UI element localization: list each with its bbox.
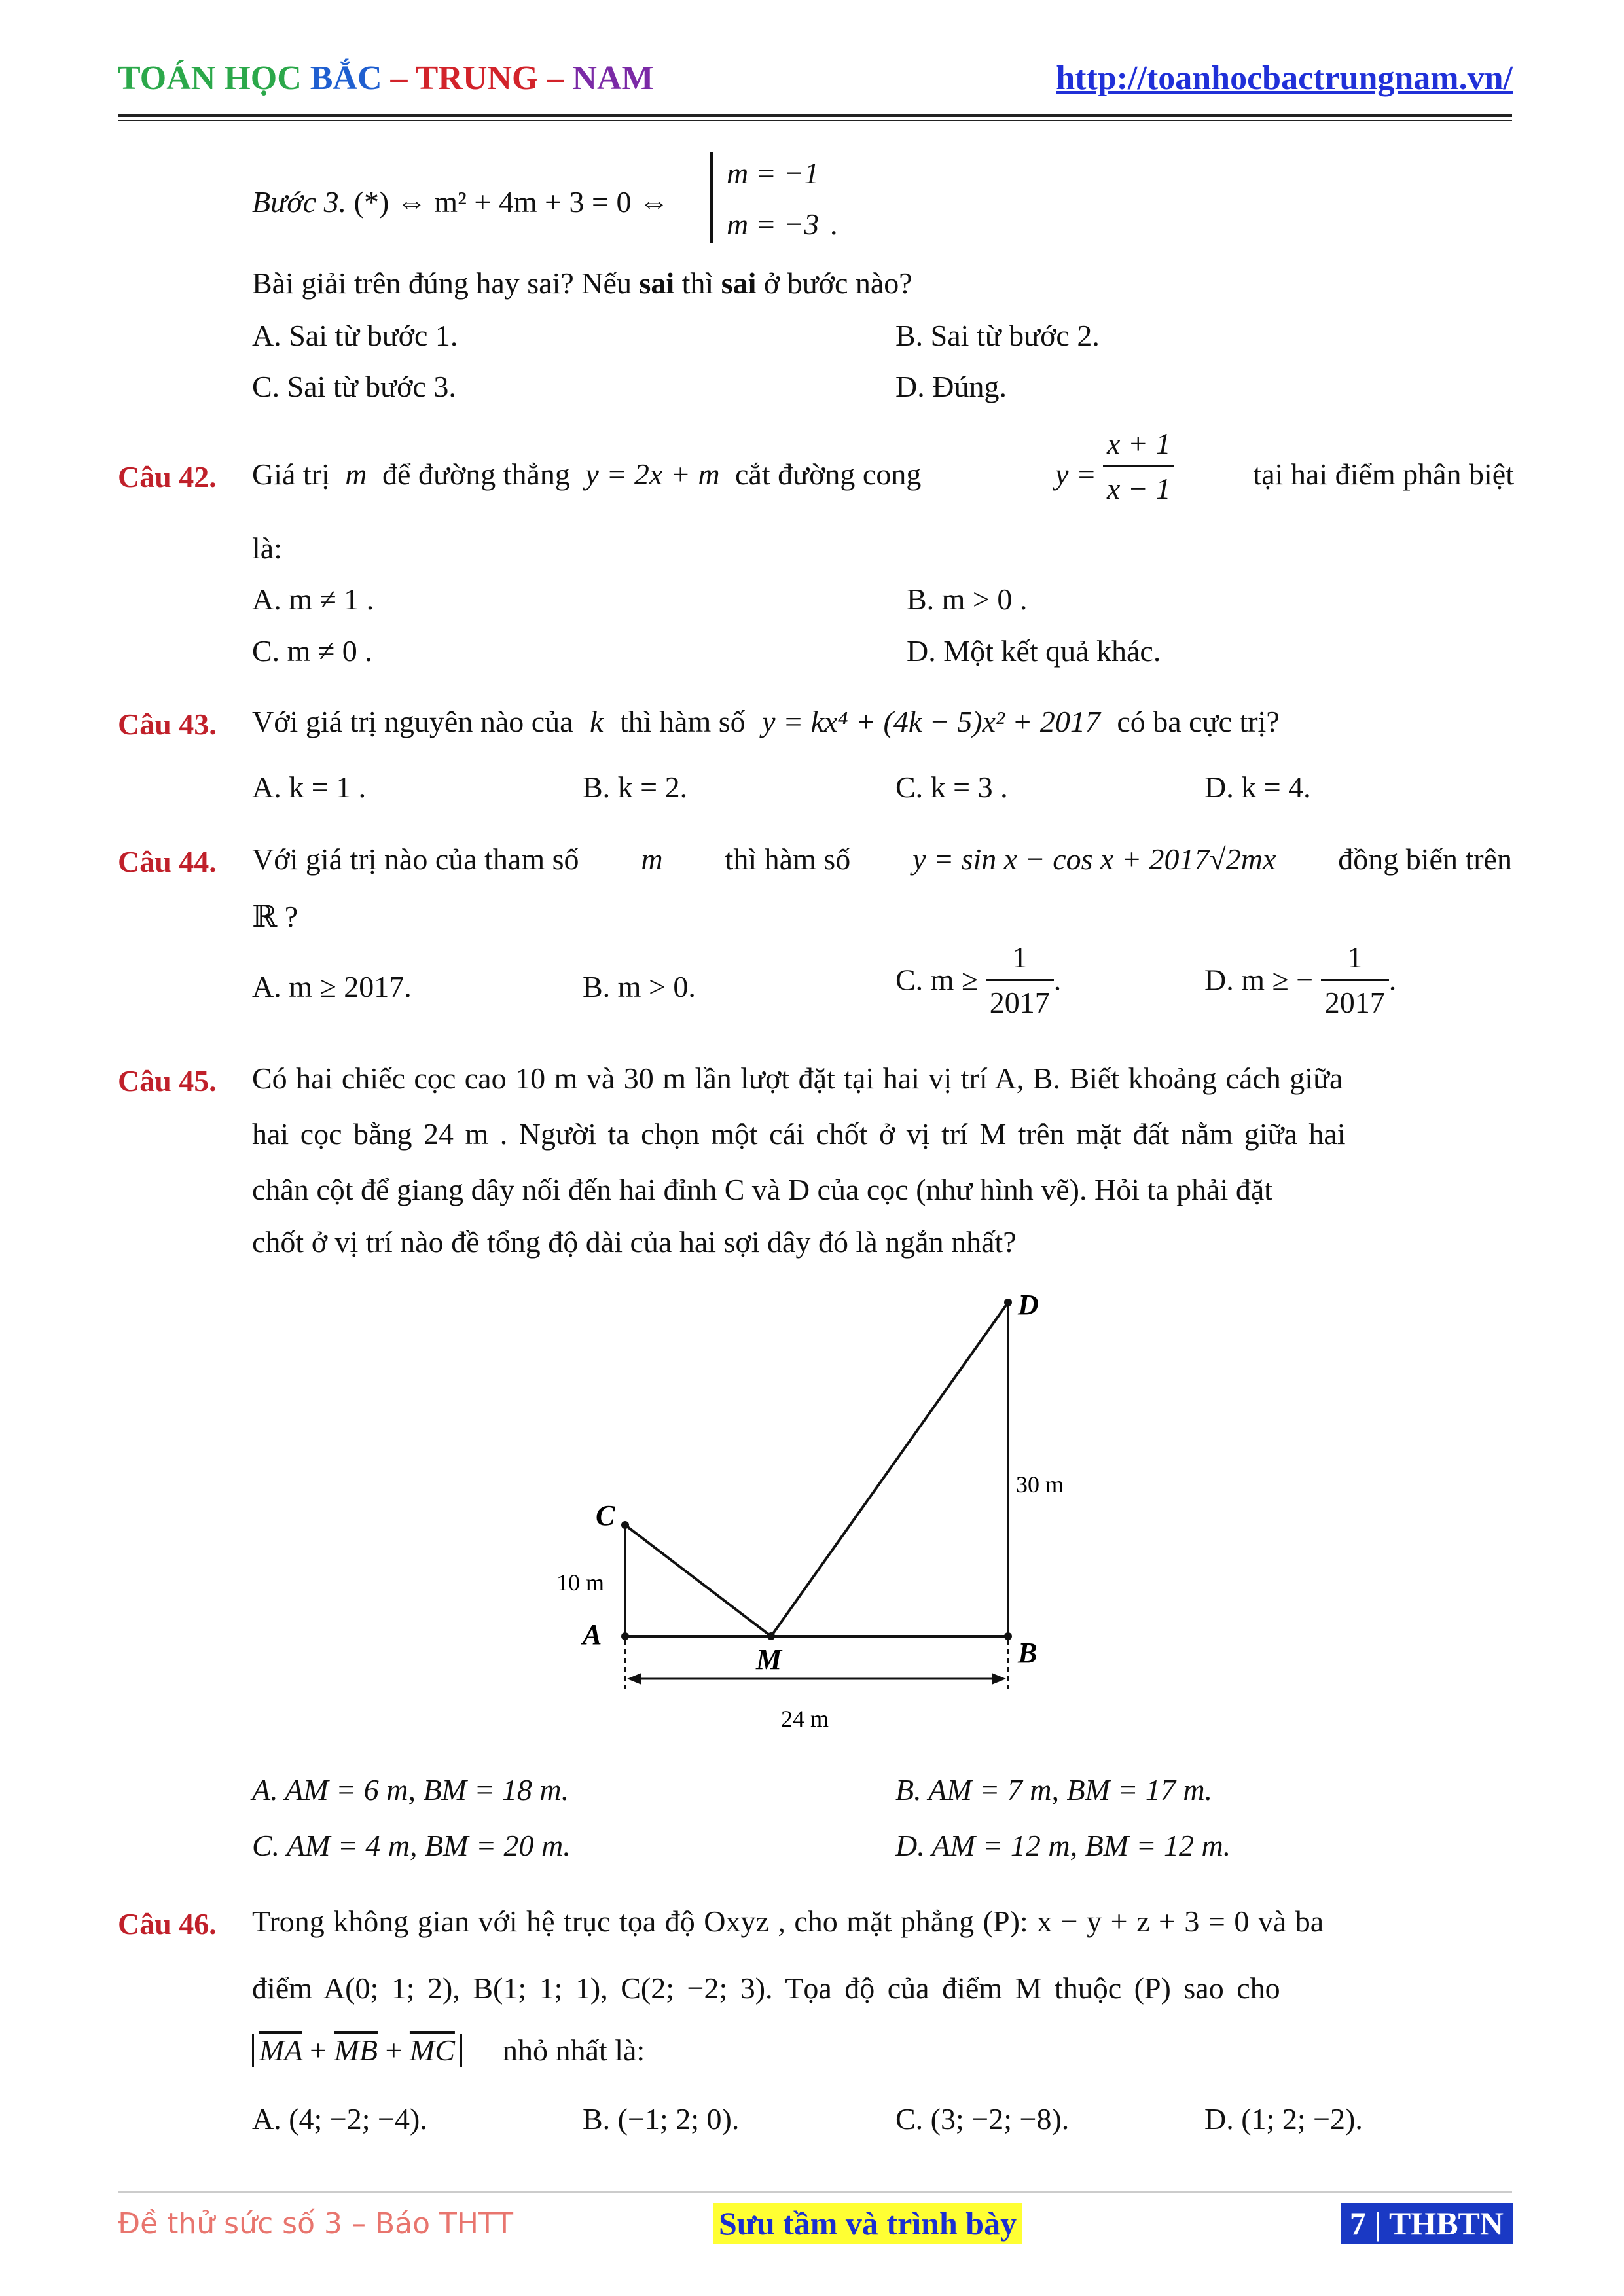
step3-period: .	[830, 207, 838, 241]
q42-text-d: tại hai điểm phân biệt	[1253, 457, 1514, 491]
dim-arrow-right	[992, 1673, 1006, 1685]
q46-option-a[interactable]: A. (4; −2; −4).	[252, 2102, 427, 2136]
q43-text-a: Với giá trị nguyên nào của	[252, 705, 573, 738]
q42-text-e: là:	[252, 531, 282, 565]
brand-part-nam: NAM	[572, 60, 654, 97]
footer-page-number: 7 | THBTN	[1341, 2203, 1513, 2244]
q42-option-a[interactable]: A. m ≠ 1 .	[252, 583, 374, 616]
footer-source: Đề thử sức số 3 – Báo THTT	[118, 2207, 513, 2240]
header-url-link[interactable]: http://toanhocbactrungnam.vn/	[1056, 60, 1513, 97]
dim-arrow-left	[627, 1673, 641, 1685]
footer-collected-by: Sưu tầm và trình bày	[713, 2203, 1022, 2244]
q43-option-a[interactable]: A. k = 1 .	[252, 770, 367, 804]
q41-option-b[interactable]: B. Sai từ bước 2.	[895, 319, 1100, 352]
q42-number: Câu 42.	[118, 460, 217, 493]
q44-option-d-fraction	[1321, 942, 1389, 1018]
step3-case1: m = −1	[727, 156, 820, 190]
brand-dash-2: –	[538, 60, 573, 97]
header-rule	[118, 114, 1512, 117]
q44-number: Câu 44.	[118, 845, 217, 878]
q43-text-c: có ba cực trị?	[1117, 705, 1280, 738]
step3-equiv: (*) ⇔ m² + 4m + 3 = 0 ⇔	[353, 185, 669, 219]
label-base: 24 m	[781, 1706, 829, 1732]
q41-prompt-b: thì	[674, 266, 721, 300]
brand-dash-1: –	[382, 60, 416, 97]
q43-option-c[interactable]: C. k = 3 .	[895, 770, 1008, 804]
q44-opt-c-period: .	[1053, 963, 1062, 997]
q44-opt-d-period: .	[1388, 963, 1397, 997]
q45-option-b[interactable]: B. AM = 7 m, BM = 17 m.	[895, 1773, 1213, 1806]
q44-option-c-fraction	[986, 942, 1054, 1018]
q44-text-c: đồng biến trên	[1338, 842, 1512, 876]
q45-figure	[511, 1283, 1100, 1741]
q42-option-b[interactable]: B. m > 0 .	[907, 583, 1028, 616]
q46-number: Câu 46.	[118, 1907, 217, 1941]
q46-line-1: Trong không gian với hệ trục tọa độ Oxyz , cho mặt phẳng (P): x − y + z + 3 = 0 và ba	[252, 1905, 1324, 1938]
q46-option-d[interactable]: D. (1; 2; −2).	[1204, 2102, 1363, 2136]
brand-part-bac: BẮC	[310, 60, 382, 97]
q45-line-3: chân cột để giang dây nối đến hai đỉnh C và D của cọc (như hình vẽ). Hỏi ta phải đặt	[252, 1173, 1273, 1206]
q43-option-d[interactable]: D. k = 4.	[1204, 770, 1311, 804]
q46-vec-mc: $\overline{MC}$	[409, 2034, 455, 2067]
step3-bracket	[710, 152, 722, 243]
q42-frac-num: x + 1	[1103, 429, 1174, 467]
q42-var-m: m	[345, 457, 367, 491]
q45-option-c[interactable]: C. AM = 4 m, BM = 20 m.	[252, 1829, 571, 1862]
q46-option-b[interactable]: B. (−1; 2; 0).	[583, 2102, 740, 2136]
q44-option-c-prefix: C. m ≥	[895, 963, 979, 997]
q43-text-b: thì hàm số	[620, 705, 746, 738]
label-height-D: 30 m	[1016, 1471, 1064, 1498]
q44-domain: ℝ ?	[252, 900, 298, 933]
q42-curve-fraction	[1103, 429, 1174, 504]
label-B: B	[1018, 1637, 1038, 1669]
q45-option-a[interactable]: A. AM = 6 m, BM = 18 m.	[252, 1773, 569, 1806]
q43-text	[252, 707, 1280, 737]
q42-text-a: Giá trị	[252, 457, 330, 491]
q44-text-a: Với giá trị nào của tham số	[252, 842, 579, 876]
q44-option-c[interactable]	[895, 942, 1061, 1018]
header-brand	[118, 59, 654, 98]
q45-number: Câu 45.	[118, 1064, 217, 1098]
q42-text-b: để đường thẳng	[382, 457, 570, 491]
q44-text	[252, 844, 1512, 874]
q46-option-c[interactable]: C. (3; −2; −8).	[895, 2102, 1070, 2136]
q44-func: y = sin x − cos x + 2017√2mx	[912, 842, 1276, 876]
q42-curve-lhs: y =	[1055, 457, 1096, 491]
wire-M-D	[771, 1302, 1008, 1636]
q45-line-1: Có hai chiếc cọc cao 10 m và 30 m lần lượt đặt tại hai vị trí A, B. Biết khoảng cách giữa	[252, 1062, 1343, 1095]
label-height-C: 10 m	[556, 1570, 605, 1596]
q46-plus-2: +	[385, 2034, 403, 2067]
wire-C-M	[625, 1525, 771, 1636]
q44-option-d[interactable]	[1204, 942, 1396, 1018]
q44-opt-c-num: 1	[986, 942, 1054, 981]
point-B	[1004, 1632, 1012, 1640]
label-M: M	[756, 1643, 782, 1676]
point-C	[621, 1521, 629, 1529]
q43-var-k: k	[590, 705, 604, 738]
q44-text-b: thì hàm số	[725, 842, 851, 876]
label-A: A	[583, 1619, 602, 1651]
footer-rule	[118, 2191, 1512, 2193]
q41-prompt-bold2: sai	[721, 266, 757, 300]
q44-option-b[interactable]: B. m > 0.	[583, 970, 696, 1003]
q46-vector-sum	[252, 2036, 462, 2066]
q43-option-b[interactable]: B. k = 2.	[583, 770, 688, 804]
point-D	[1004, 1299, 1012, 1306]
q41-prompt-bold1: sai	[639, 266, 675, 300]
q41-option-c[interactable]: C. Sai từ bước 3.	[252, 370, 456, 403]
header-rule-thin	[118, 120, 1512, 121]
brand-part-toan-hoc: TOÁN HỌC	[118, 60, 310, 97]
q44-opt-d-den: 2017	[1324, 986, 1385, 1019]
q42-option-d[interactable]: D. Một kết quả khác.	[907, 634, 1161, 668]
q41-prompt-c: ở bước nào?	[756, 266, 912, 300]
q46-line-3-tail: nhỏ nhất là:	[503, 2034, 645, 2067]
label-C: C	[596, 1499, 615, 1532]
q46-abs-bars	[252, 2034, 462, 2067]
q45-line-4: chốt ở vị trí nào đề tổng độ dài của hai sợi dây đó là ngắn nhất?	[252, 1225, 1017, 1259]
q44-opt-d-num: 1	[1321, 942, 1389, 981]
q41-option-d[interactable]: D. Đúng.	[895, 370, 1007, 403]
step3-case2: m = −3	[727, 207, 820, 241]
q45-option-d[interactable]: D. AM = 12 m, BM = 12 m.	[895, 1829, 1231, 1862]
point-M	[767, 1632, 775, 1640]
q42-frac-den: x − 1	[1107, 472, 1171, 505]
q41-option-a[interactable]: A. Sai từ bước 1.	[252, 319, 458, 352]
q46-plus-1: +	[310, 2034, 327, 2067]
q42-line-eq: y = 2x + m	[585, 457, 720, 491]
q44-var-m: m	[641, 842, 663, 876]
q46-line-2: điểm A(0; 1; 2), B(1; 1; 1), C(2; −2; 3). Tọa độ của điểm M thuộc (P) sao cho	[252, 1971, 1280, 2005]
q44-option-a[interactable]: A. m ≥ 2017.	[252, 970, 412, 1003]
point-A	[621, 1632, 629, 1640]
q45-line-2: hai cọc bằng 24 m . Người ta chọn một cái chốt ở vị trí M trên mặt đất nằm giữa hai	[252, 1117, 1346, 1151]
q43-number: Câu 43.	[118, 708, 217, 741]
step3-label: Bước 3.	[252, 185, 347, 219]
q41-prompt-a: Bài giải trên đúng hay sai? Nếu	[252, 266, 640, 300]
q46-vec-mb: $\overline{MB}$	[334, 2034, 378, 2067]
brand-part-trung: TRUNG	[415, 60, 539, 97]
q43-func: y = kx⁴ + (4k − 5)x² + 2017	[762, 705, 1100, 738]
q41-prompt	[252, 268, 912, 298]
q42-text	[252, 459, 921, 490]
q44-option-d-prefix: D. m ≥ −	[1204, 963, 1314, 997]
step3-equation	[252, 187, 669, 217]
q46-vec-ma: $\overline{MA}$	[259, 2034, 302, 2067]
q44-opt-c-den: 2017	[989, 986, 1050, 1019]
label-D: D	[1018, 1289, 1039, 1321]
q42-text-c: cắt đường cong	[735, 457, 922, 491]
q42-option-c[interactable]: C. m ≠ 0 .	[252, 634, 372, 668]
